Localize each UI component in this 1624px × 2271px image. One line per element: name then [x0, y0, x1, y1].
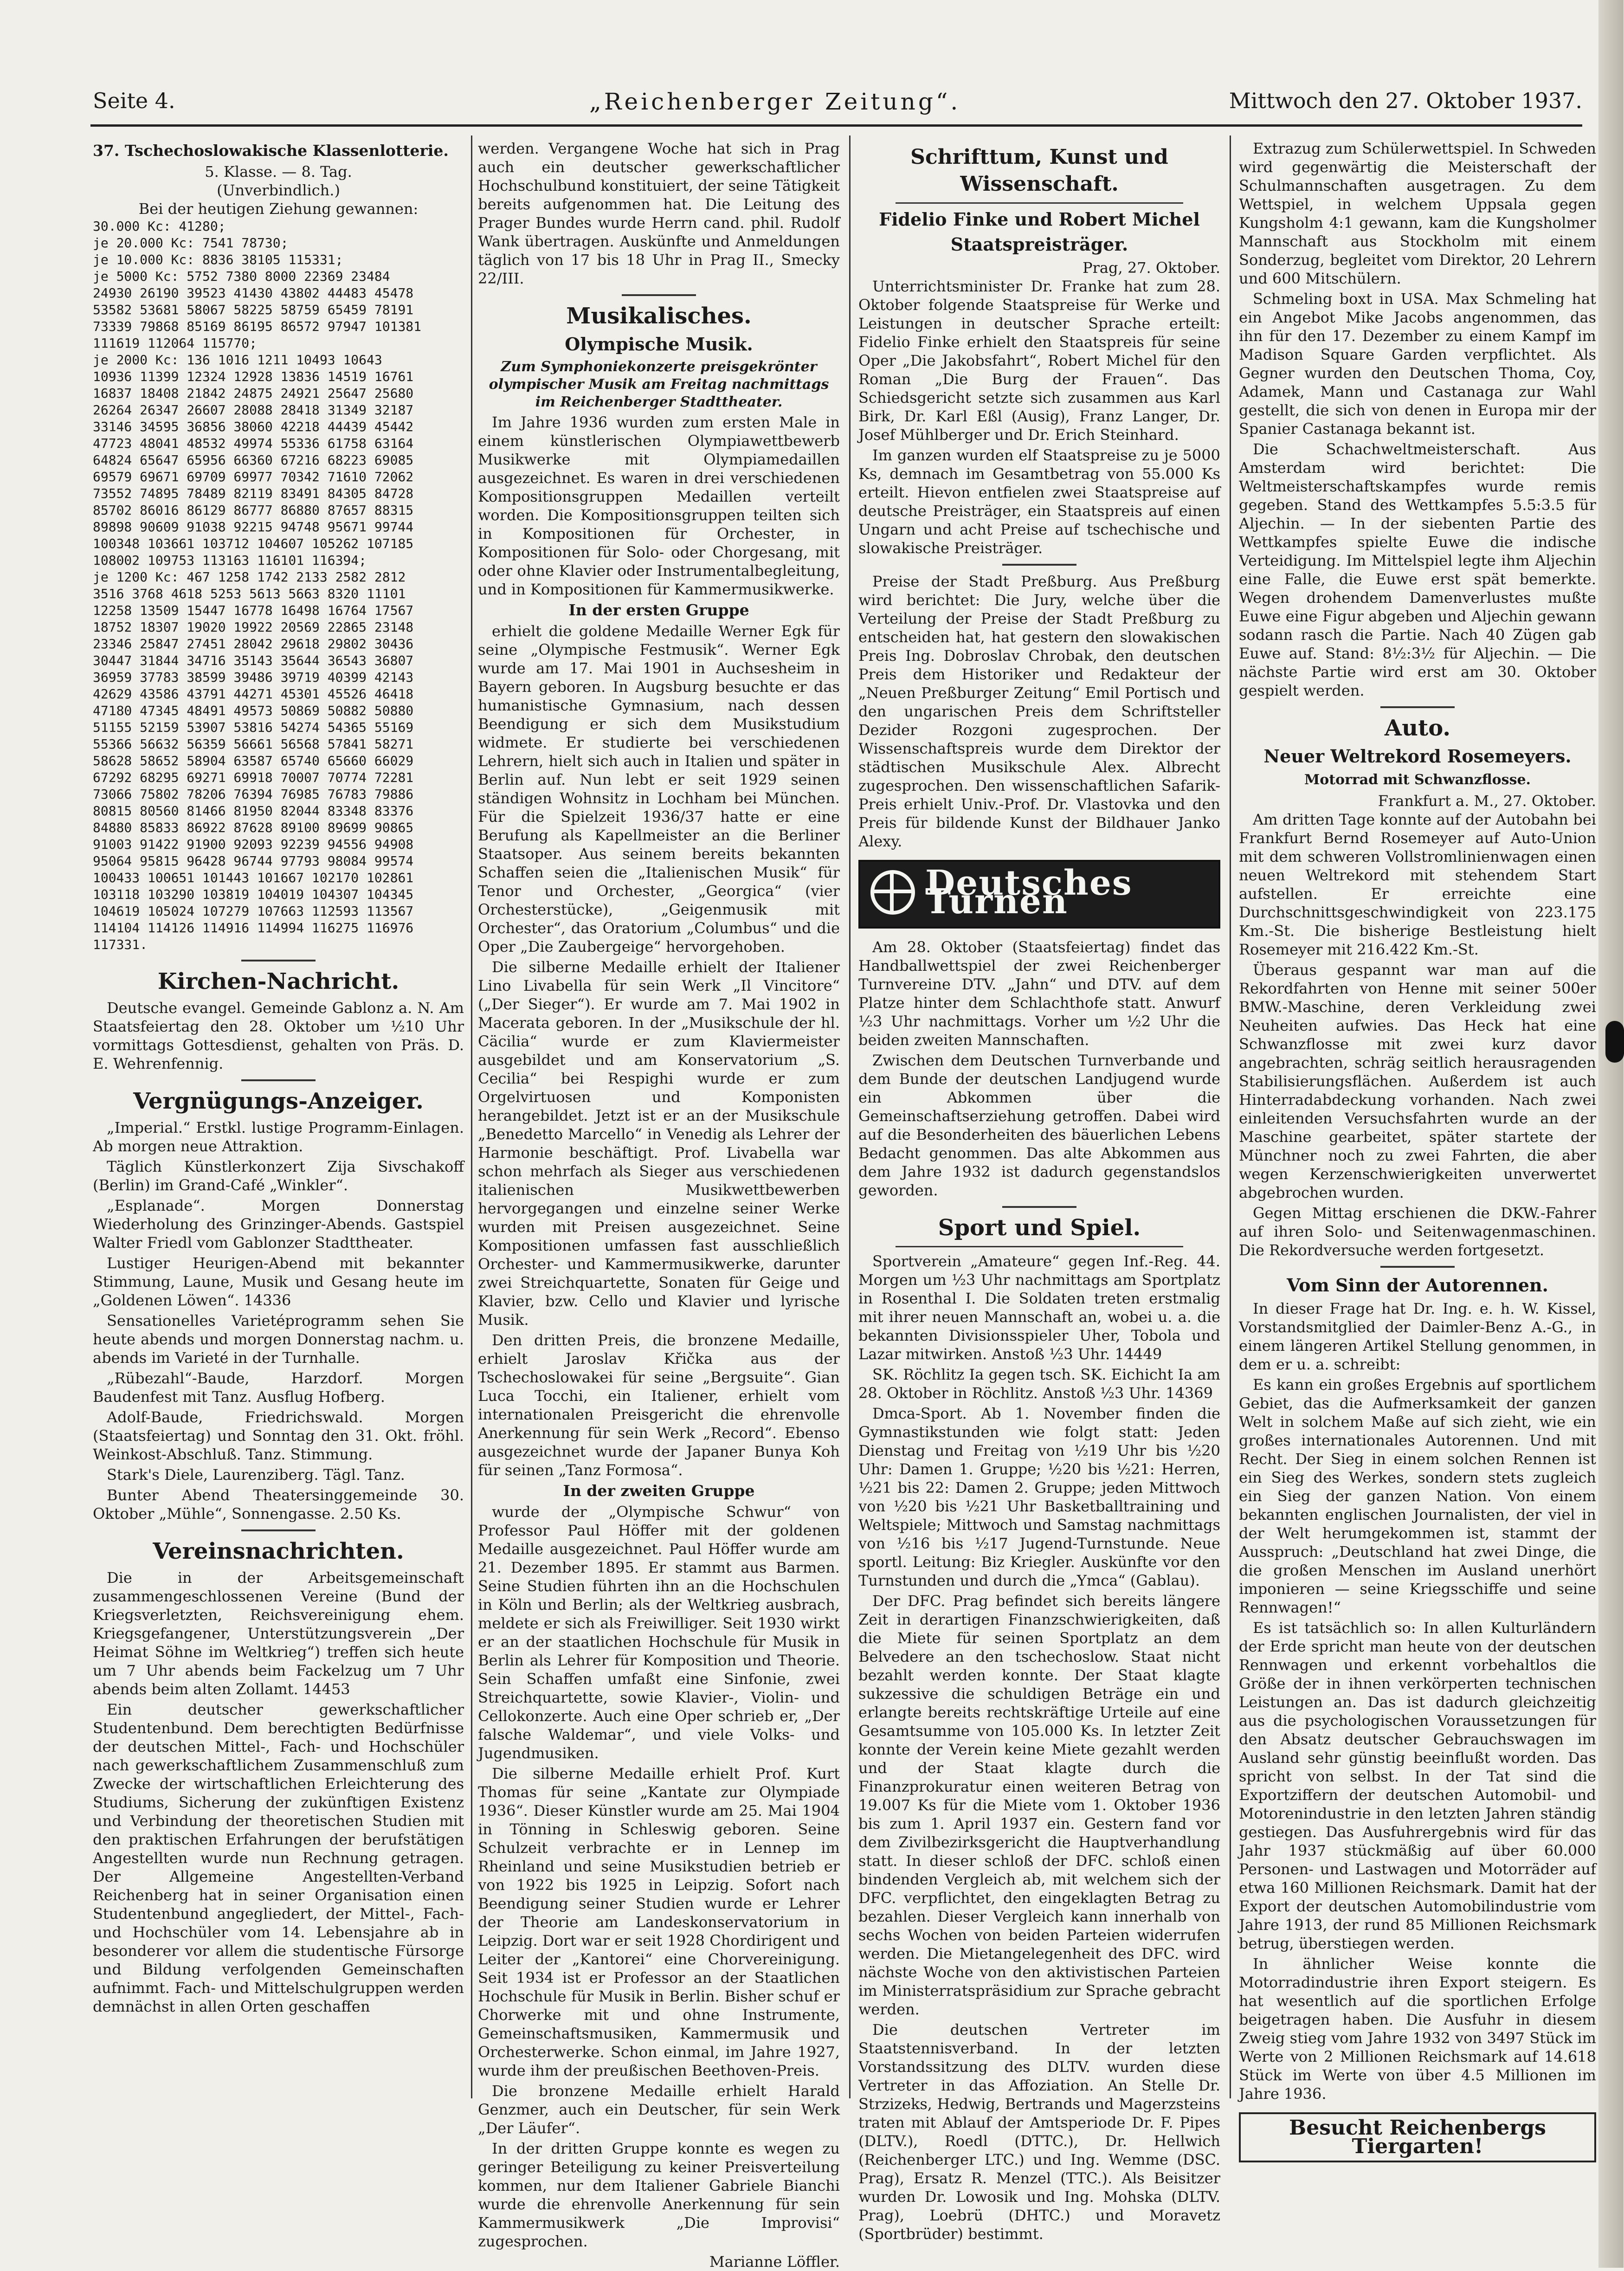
turnen-banner [858, 860, 1220, 929]
turnen-paragraph: Zwischen dem Deutschen Turnverbande und dem Bunde der deutschen Landjugend wurde ein Abkommen über die Gemeinschaftserziehung getroffen. Dabei wird auf die Besonderheiten des bäuerlichen Lebens Bedacht genommen. Das alte Abkommen aus dem Jahre 1932 ist dadurch gegenstandslos geworden. [858, 1052, 1220, 1199]
amusement-item: Lustiger Heurigen-Abend mit bekannter Stimmung, Laune, Musik und Gesang heute im „Goldenen Löwen“. 14336 [93, 1254, 464, 1309]
section-rule [622, 294, 696, 296]
music-paragraph: In der dritten Gruppe konnte es wegen zu geringer Beteiligung zu keiner Preisverteilung kommen, nur dem Italiener Gabriele Bianchi wurde die ehrenvolle Anerkennung für sein Kammermusikwerk „Die Improvisi“ zugesprochen. [478, 2140, 840, 2250]
literature-subheading: Fidelio Finke und Robert Michel [879, 209, 1200, 230]
lottery-number-line: 73066 75802 78206 76394 76985 76783 79886 [93, 787, 414, 802]
clubs-list [93, 1568, 464, 2016]
amusement-item: Sensationelles Varietéprogramm sehen Sie heute abends und morgen Donnerstag nachm. u. abends im Varieté in der Turnhalle. [93, 1312, 464, 1367]
literature-paragraph: Unterrichtsminister Dr. Franke hat zum 28. Oktober folgende Staatspreise für Werke und Leistungen in deutscher Sprache erteilt: Fidelio Finke erhielt den Staatspreis für seine Oper „Die Jakobsfahrt“, Robert Michel für den Roman „Die Burg der Frauen“. Das Schiedsgericht setzte sich zusammen aus Karl Birk, Dr. Karl Eßl (Ausig), Franz Langer, Dr. Josef Mühlberger und Dr. Erich Steinhard. [858, 277, 1220, 444]
races-paragraph: In dieser Frage hat Dr. Ing. e. h. W. Kissel, Vorstandsmitglied der Daimler-Benz A.-G., in einem längeren Artikel Stellung genommen, in dem er u. a. schreibt: [1239, 1300, 1596, 1373]
section-rule [1380, 706, 1455, 708]
lottery-number-line: 30.000 Kc: 41280; [93, 219, 226, 234]
turnen-paragraph: Am 28. Oktober (Staatsfeiertag) findet das Handballwettspiel der zwei Reichenberger Turnvereine DTV. „Jahn“ und DTV. auf dem Platze hinter dem Schlachthofe statt. Anwurf ½3 Uhr nachmittags. Vorher um ½2 Uhr die beiden zweiten Mannschaften. [858, 938, 1220, 1049]
auto-paragraph: Überaus gespannt war man auf die Rekordfahrten von Henne mit seiner 500er BMW.-Maschine, deren Verkleidung zwei Neuheiten aufwies. Das Heck hat eine Schwanzflosse mit zwei kurz davor angebrachten, schräg seitlich herausragenden Stabilisierungsflächen. Außerdem ist auch Hinterradabdeckung vorhanden. Nach zwei einleitenden Versuchsfahrten wurde an der Maschine gearbeitet, später startete der Münchner noch zu zwei Fahrten, die aber wegen Kerzenschwierigkeiten unverwertet abgebrochen wurden. [1239, 961, 1596, 1201]
lottery-number-line: 16837 18408 21842 24875 24921 25647 25680 [93, 386, 414, 401]
lottery-number-line: 108002 109753 113163 116101 116394; [93, 553, 367, 568]
amusement-item: „Esplanade“. Morgen Donnerstag Wiederholung des Grinzinger-Abends. Gastspiel Walter Friedl vom Gablonzer Stadttheater. [93, 1197, 464, 1252]
zoo-advertisement: Besucht Reichenbergs Tiergarten! [1239, 2112, 1596, 2162]
section-rule [241, 960, 316, 961]
sport-item: SK. Röchlitz Ia gegen tsch. SK. Eichicht Ia am 28. Oktober in Röchlitz. Anstoß ½3 Uhr. 14369 [858, 1366, 1220, 1402]
sport-heading: Sport und Spiel. [938, 1215, 1141, 1241]
lottery-number-line: je 2000 Kc: 136 1016 1211 10493 10643 [93, 352, 382, 368]
auto-dateline: Frankfurt a. M., 27. Oktober. [1378, 792, 1596, 810]
scan-edge [1598, 0, 1624, 2268]
lottery-number-line: je 20.000 Kc: 7541 78730; [93, 235, 289, 251]
section-rule [1002, 564, 1076, 566]
music-paragraph: Im Jahre 1936 wurden zum ersten Male in einem künstlerischen Olympiawettbewerb Musikwerke mit Olympiamedaillen ausgezeichnet. Es waren in drei verschiedenen Kompositionsgruppen Medaillen verteilt worden. Die Kompositionsgruppen teilten sich in Kompositionen für Orchester, in Kompositionen für Solo- oder Chorgesang, mit oder ohne Klavier oder Instrumentalbegleitung, und in Kompositionen für Kammermusikwerke. [478, 413, 840, 598]
clubs-heading: Vereinsnachrichten. [153, 1538, 404, 1564]
lottery-number-line: 10936 11399 12324 12928 13836 14519 16761 [93, 369, 414, 384]
auto-subheading: Neuer Weltrekord Rosemeyers. [1263, 746, 1572, 767]
section-rule [896, 1246, 1183, 1247]
sport-item: Der DFC. Prag befindet sich bereits längere Zeit in derartigen Finanzschwierigkeiten, daß die Miete für seinen Sportplatz an dem Belvedere an den tschechoslow. Staat nicht bezahlt werden konnte. Der Staat klagte sukzessive die schuldigen Beträge ein und erlangte bereits rechtskräftige Urteile auf eine Gesamtsumme von 105.000 Ks. In letzter Zeit konnte der Verein keine Miete gezahlt werden und der Staat klagte durch die Finanzprokuratur einen weiteren Betrag von 19.007 Ks für die Miete vom 1. Oktober 1936 bis zum 1. April 1937 ein. Gestern fand vor dem Zivilbezirksgericht die Hauptverhandlung statt. In dieser schloß der DFC. schloß einen bindenden Vergleich ab, mit welchem sich der DFC. verpflichtet, den eingeklagten Betrag zu bezahlen. Dieser Vergleich kann innerhalb von sechs Wochen von beiden Parteien widerrufen werden. Die Mietangelegenheit des DFC. wird nächste Woche von den aktivistischen Parteien im Ministerratspräsidium zur Sprache gebracht werden. [858, 1592, 1220, 2018]
section-rule [241, 1529, 316, 1531]
lottery-number-line: je 5000 Kc: 5752 7380 8000 22369 23484 [93, 269, 390, 284]
lottery-number-line: je 1200 Kc: 467 1258 1742 2133 2582 2812 [93, 569, 406, 585]
auto-heading: Auto. [1384, 715, 1451, 741]
column-divider [471, 135, 472, 2098]
article-author: Marianne Löffler. [709, 2253, 840, 2271]
races-paragraph: Es kann ein großes Ergebnis auf sportlichem Gebiet, das die Aufmerksamkeit der ganzen Welt in solchem Maße auf sich zieht, wie ein großes internationales Autorennen. Und mit Recht. Der Sieg in einem solchen Rennen ist ein Sieg des Werkes, sondern stets zugleich ein Sieg der ganzen Nation. Von einem bekannten englischen Journalisten, der viel in der Welt herumgekommen ist, stammt der Ausspruch: „Deutschland hat zwei Dinge, die die großen Menschen im Ausland unerhört imponieren — seine Kriegsschiffe und seine Rennwagen!“ [1239, 1376, 1596, 1616]
races-paragraph: In ähnlicher Weise konnte die Motorradindustrie ihren Export steigern. Es hat wesentlich auf die sportlichen Erfolge beigetragen haben. Die Ausfuhr in diesem Zweig stieg vom Jahre 1932 von 3497 Stück im Werte von 2 Millionen Reichsmark auf 14.618 Stück im Werte von über 4.5 Millionen im Jahre 1936. [1239, 1955, 1596, 2103]
literature-paragraph: Im ganzen wurden elf Staatspreise zu je 5000 Ks, demnach im Gesamtbetrag von 55.000 Ks erteilt. Hievon entfielen zwei Staatspreise auf deutsche Preisträger, ein Staatspreis auf einen Ungarn und acht Preise auf tschechische und slowakische Preisträger. [858, 446, 1220, 557]
ink-blot [1605, 1021, 1624, 1063]
issue-date: Mittwoch den 27. Oktober 1937. [1229, 88, 1582, 113]
races-paragraph: Es ist tatsächlich so: In allen Kulturländern der Erde spricht man heute von der deutschen Rennwagen und erkennt vorbehaltlos die Größe der in ihnen verkörperten technischen Leistungen an. Das ist dadurch gleichzeitig aus die psychologischen Voraussetzungen für den Absatz deutscher Gebrauchswagen im Ausland sehr günstig beeinflußt worden. Das spricht von selbst. In der Tat sind die Exportziffern der deutschen Automobil- und Motorenindustrie in den letzten Jahren ständig gestiegen. Das Ausfuhrergebnis wird für das Jahr 1937 stückmäßig auf über 60.000 Personen- und Lastwagen und Motorräder auf etwa 160 Millionen Reichsmark. Damit hat der Export der deutschen Automobilindustrie vom Jahre 1913, der rund 85 Millionen Reichsmark betrug, überstiegen werden. [1239, 1619, 1596, 1952]
lottery-number-line: 64824 65647 65956 66360 67216 68223 69085 [93, 452, 414, 468]
lottery-number-line: 24930 26190 39523 41430 43802 44483 45478 [93, 285, 414, 301]
header-rule [90, 124, 1582, 127]
lottery-number-line: 51155 52159 53907 53816 54274 54365 55169 [93, 720, 414, 735]
amusement-item: Stark's Diele, Laurenziberg. Tägl. Tanz. [107, 1466, 405, 1484]
lottery-number-line: 26264 26347 26607 28088 28418 31349 32187 [93, 402, 414, 418]
lottery-number-line: 18752 18307 19020 19922 20569 22865 23148 [93, 619, 414, 635]
lottery-number-line: 85702 86016 86129 86777 86880 87657 88315 [93, 503, 414, 518]
amusement-item: Adolf-Baude, Friedrichswald. Morgen (Staatsfeiertag) und Sonntag den 31. Okt. fröhl. Weinkost-Abschluß. Tanz. Stimmung. [93, 1408, 464, 1463]
music-heading: Musikalisches. [566, 303, 752, 329]
section-rule [1002, 1206, 1076, 1208]
lottery-intro: Bei der heutigen Ziehung gewannen: [138, 200, 419, 218]
church-heading: Kirchen-Nachricht. [157, 968, 400, 994]
lottery-number-line: 58628 58652 58904 63587 65740 65660 66029 [93, 753, 414, 768]
club-notice: Ein deutscher gewerkschaftlicher Studentenbund. Dem berechtigten Bedürfnisse der deutschen Mittel-, Fach- und Hochschüler nach gewerkschaftlichem Zusammenschluß zum Zwecke der wirtschaftlichen Erleichterung des Studiums, Sicherung der zukünftigen Existenz und Verbindung der theoretischen Studien mit den praktischen Erfahrungen der berufstätigen Angestellten wurde nun Rechnung getragen. Der Allgemeine Angestellten-Verband Reichenberg hat in seiner Organisation einen Studentenbund angegliedert, der Mittel-, Fach- und Hochschüler vom 14. Lebensjahre ab in besonderer vor allem die studentische Fürsorge und Bildung verfolgenden Gemeinschaften aufnimmt. Fach- und Mittelschulgruppen werden demnächst in allen Orten geschaffen [93, 1701, 464, 2015]
lottery-number-line: 12258 13509 15447 16778 16498 16764 17567 [93, 603, 414, 618]
auto-paragraph: Am dritten Tage konnte auf der Autobahn bei Frankfurt Bernd Rosemeyer auf Auto-Union mit dem schweren Vollstromlinienwagen einen neuen Weltrekord mit stehendem Start aufstellen. Er erreichte eine Durchschnittsgeschwindigkeit von 223.175 Km.-St. Die bisherige Bestleistung hielt Rosemeyer mit 216.422 Km.-St. [1239, 811, 1596, 958]
pressburg-paragraph: Preise der Stadt Preßburg. Aus Preßburg wird berichtet: Die Jury, welche über die Verteilung der Preise der Stadt Preßburg zu entscheiden hat, hat gestern den slowakischen Preis Ing. Dobroslav Chrobak, den deutschen Preis dem Historiker und Redakteur der „Neuen Preßburger Zeitung“ Emil Portisch und den ungarischen Preis dem Schriftsteller Dezider Rozgoni zugesprochen. Der Wissenschaftspreis wurde dem Direktor der städtischen Musikschule Alex. Albrecht zugesprochen. Den wissenschaftlichen Safarik-Preis erhielt Univ.-Prof. Dr. Vlastovka und den Preis für bildende Kunst der Bildhauer Janko Alexy. [858, 573, 1220, 850]
lottery-number-line: 80815 80560 81466 81950 82044 83348 83376 [93, 803, 414, 819]
club-notice: Die in der Arbeitsgemeinschaft zusammengeschlossenen Vereine (Bund der Kriegsverletzten, Reichsvereinigung ehem. Kriegsgefangener, Unterstützungsverein „Der Heimat Söhne im Weltkrieg“) treffen sich heute um 7 Uhr abends beim Fackelzug um 7 Uhr abends beim alten Zollamt. 14453 [93, 1569, 464, 1698]
section-rule [896, 202, 1183, 204]
column-2 [478, 139, 840, 2271]
column-divider [1230, 135, 1231, 2098]
amusement-heading: Vergnügungs-Anzeiger. [133, 1088, 424, 1114]
sport-note: Extrazug zum Schülerwettspiel. In Schweden wird gegenwärtig die Meisterschaft der Schulmannschaften ausgetragen. Zu dem Wettspiel, in welchem Uppsala gegen Kungsholm 4:1 gewann, kam die Kungsholmer Mannschaft aus Stockholm mit einem Sonderzug, begleitet vom Direktor, 20 Lehrern und 600 Mitschülern. [1239, 140, 1596, 287]
lottery-number-line: 47180 47345 48491 49573 50869 50882 50880 [93, 703, 414, 718]
races-heading: Vom Sinn der Autorennen. [1287, 1275, 1548, 1296]
auto-subheading-2: Motorrad mit Schwanzflosse. [1304, 772, 1531, 788]
lottery-number-line: 42629 43586 43791 44271 45301 45526 46418 [93, 686, 414, 702]
lottery-class: 5. Klasse. — 8. Tag. [205, 163, 352, 181]
lottery-note: (Unverbindlich.) [217, 181, 340, 199]
section-rule [241, 1079, 316, 1081]
lottery-number-line: 114104 114126 114916 114994 116275 116976 [93, 920, 414, 935]
music-subheading: Olympische Musik. [565, 334, 753, 355]
lottery-number-line: 67292 68295 69271 69918 70007 70774 72281 [93, 770, 414, 785]
lottery-number-line: 100433 100651 101443 101667 102170 102861 [93, 870, 414, 885]
newspaper-title: „Reichenberger Zeitung“. [589, 88, 961, 115]
lottery-number-line: 73552 74895 78489 82119 83491 84305 84728 [93, 486, 414, 501]
article-continuation: werden. Vergangene Woche hat sich in Prag auch ein deutscher gewerkschaftlicher Hochschulbund konstituiert, der seine Tätigkeit bereits aufgenommen hat. Die Leitung des Prager Bundes wurde Herrn cand. phil. Rudolf Wank übertragen. Auskünfte und Anmeldungen täglich von 17 bis 18 Uhr in Prag II., Smecky 22/III. [478, 140, 840, 287]
column-4 [1239, 139, 1596, 2158]
lottery-number-line: je 10.000 Kc: 8836 38105 115331; [93, 252, 343, 267]
lottery-number-line: 55366 56632 56359 56661 56568 57841 58271 [93, 736, 414, 752]
music-paragraph: wurde der „Olympische Schwur“ von Professor Paul Höffer mit der goldenen Medaille ausgezeichnet. Paul Höffer wurde am 21. Dezember 1895. Er stammt aus Barmen. Seine Studien führten ihn an die Hochschulen in Köln und Berlin; als der Weltkrieg ausbrach, meldete er sich als Freiwilliger. Seit 1930 wirkt er an der staatlichen Hochschule für Musik in Berlin als Lehrer für Komposition und Theorie. Sein Schaffen umfaßt eine Sinfonie, zwei Streichquartette, sowie Klavier-, Violin- und Cellokonzerte. Auch eine Oper schrieb er, „Der falsche Waldemar“, und viele Volks- und Jugendmusiken. [478, 1503, 840, 1762]
literature-heading: Schrifttum, Kunst und Wissenschaft. [910, 145, 1168, 196]
turner-cross-icon [870, 870, 915, 915]
lottery-title: 37. Tschechoslowakische Klassenlotterie. [93, 142, 449, 160]
section-rule [1380, 1266, 1455, 1268]
lottery-number-line: 117331. [93, 937, 148, 952]
amusement-item: „Rübezahl“-Baude, Harzdorf. Morgen Baudenfest mit Tanz. Ausflug Hofberg. [93, 1369, 464, 1406]
lottery-number-line: 91003 91422 91900 92093 92239 94556 94908 [93, 837, 414, 852]
banner-title: Deutsches Turnen [925, 863, 1133, 922]
music-paragraph: Den dritten Preis, die bronzene Medaille, erhielt Jaroslav Křička aus der Tschechoslowakei für seine „Bergsuite“. Gian Luca Tocchi, ein Italiener, erhielt vom internationalen Preisgericht die ehrenvolle Anerkennung für sein Werk „Record“. Ebenso ausgezeichnet wurde der Japaner Bunya Koh für seinen „Tanz Formosa“. [478, 1331, 840, 1479]
lottery-number-line: 95064 95815 96428 96744 97793 98084 99574 [93, 853, 414, 869]
amusement-item: Bunter Abend Theatersinggemeinde 30. Oktober „Mühle“, Sonnengasse. 2.50 Ks. [93, 1486, 464, 1523]
auto-paragraph: Gegen Mittag erschienen die DKW.-Fahrer auf ihren Solo- und Seitenwagenmaschinen. Die Rekordversuche werden fortgesetzt. [1239, 1204, 1596, 1259]
lottery-number-line: 84880 85833 86922 87628 89100 89699 90865 [93, 820, 414, 835]
lottery-number-line: 100348 103661 103712 104607 105262 107185 [93, 536, 414, 551]
lottery-number-line: 69579 69671 69709 69977 70342 71610 72062 [93, 469, 414, 484]
lottery-numbers [93, 218, 464, 953]
literature-subheading-2: Staatspreisträger. [950, 234, 1128, 255]
music-paragraph: erhielt die goldene Medaille Werner Egk für seine „Olympische Festmusik“. Werner Egk wurde am 17. Mai 1901 in Auchsesheim in Bayern geboren. In Augsburg besuchte er das humanistische Gymnasium, nach dessen Beendigung er sich dem Musikstudium widmete. Er studierte bei verschiedenen Lehrern, hielt sich auch in Italien und später in Berlin auf. Nun lebt er seit 1929 seinen ständigen Wohnsitz in Lochham bei München. Für die Spielzeit 1936/37 hatte er eine Berufung als Kapellmeister an die Berliner Staatsoper. Aus seinem bereits bekannten Schaffen seien die „Italienischen Musik“ für Tenor und Orchester, „Georgica“ (vier Orchesterstücke), „Geigenmusik mit Orchester“, das Oratorium „Columbus“ und die Oper „Die Zaubergeige“ hervorgehoben. [478, 622, 840, 955]
lottery-number-line: 73339 79868 85169 86195 86572 97947 101381 [93, 319, 422, 334]
sport-note: Schmeling boxt in USA. Max Schmeling hat ein Angebot Mike Jacobs angenommen, das ihn für den 17. Dezember zu einem Kampf im Madison Square Garden verpflichtet. Als Gegner wurden den Deutschen Thoma, Coy, Adamek, Mann und Castanaga zur Wahl gestellt, die sich von denen in Europa mir der Spanier Castanaga bekannt ist. [1239, 290, 1596, 438]
lottery-number-line: 103118 103290 103819 104019 104307 104345 [93, 887, 414, 902]
group-heading: In der zweiten Gruppe [563, 1482, 755, 1500]
lottery-number-line: 53582 53681 58067 58225 58759 65459 78191 [93, 302, 414, 317]
amusement-item: „Imperial.“ Erstkl. lustige Programm-Einlagen. Ab morgen neue Attraktion. [93, 1119, 464, 1155]
literature-dateline: Prag, 27. Oktober. [1083, 259, 1220, 277]
column-1 [93, 139, 464, 2102]
sport-item: Dmca-Sport. Ab 1. November finden die Gymnastikstunden wie folgt statt: Jeden Dienstag und Freitag von ½19 Uhr bis ½20 Uhr: Damen 1. Gruppe; ½20 bis ½21: Herren, ½21 bis 22: Damen 2. Gruppe; jeden Mittwoch von ½20 bis ½21 Uhr Basketballtraining und Weltspiele; Mittwoch und Samstag nachmittags von ½16 bis ½17 Jugend-Turnstunde. Neue sportl. Leitung: Biz Kriegler. Auskünfte vor den Turnstunden und durch die „Ymca“ (Gablau). [858, 1405, 1220, 1589]
column-3 [858, 139, 1220, 2243]
music-paragraph: Die bronzene Medaille erhielt Harald Genzmer, auch ein Deutscher, für sein Werk „Der Läufer“. [478, 2082, 840, 2137]
sport-item: Die deutschen Vertreter im Staatstennisverband. In der letzten Vorstandssitzung des DLTV. wurden diese Vertreter in das Affoziation. An Stelle Dr. Strzizeks, Hedwig, Bertrands und Magerzsteins traten mit Ablauf der Amtsperiode Dr. F. Pipes (DLTV.), Roedl (DTTC.), Dr. Hellwich (Reichenberger LTC.) und Ing. Wemme (DSC. Prag), Ersatz R. Menzel (TTC.). Als Beisitzer wurden Dr. Lowosik und Ing. Mohska (DLTV. Prag), Loebrü (DHTC.) und Moravetz (Sportbrüder) bestimmt. [858, 2021, 1220, 2243]
group-heading: In der ersten Gruppe [568, 601, 749, 619]
lottery-number-line: 30447 31844 34716 35143 35644 36543 36807 [93, 653, 414, 668]
lottery-number-line: 36959 37783 38599 39486 39719 40399 42143 [93, 670, 414, 685]
amusement-item: Täglich Künstlerkonzert Zija Sivschakoff (Berlin) im Grand-Café „Winkler“. [93, 1158, 464, 1194]
music-lead: Zum Symphoniekonzerte preisgekrönter olympischer Musik am Freitag nachmittags im Reichenberger Stadttheater. [489, 359, 829, 410]
amusement-list [93, 1118, 464, 1523]
sport-note: Die Schachweltmeisterschaft. Aus Amsterdam wird berichtet: Die Weltmeisterschaftskampfes wurde remis gegeben. Stand des Wettkampfes 5.5:3.5 für Aljechin. — In der siebenten Partie des Wettkampfes spielte Euwe die indische Verteidigung. Im Mittelspiel legte ihm Aljechin eine Falle, die Euwe erst spät bemerkte. Wegen drohendem Damenverlustes mußte Euwe eine Figur abgeben und Aljechin gewann sodann rasch die Partie. Nach 40 Zügen gab Euwe auf. Stand: 8½:3½ für Aljechin. — Die nächste Partie wird erst am 30. Oktober gespielt werden. [1239, 440, 1596, 699]
lottery-number-line: 89898 90609 91038 92215 94748 95671 99744 [93, 519, 414, 535]
column-divider [849, 135, 851, 2098]
lottery-number-line: 111619 112064 115770; [93, 335, 258, 351]
music-paragraph: Die silberne Medaille erhielt Prof. Kurt Thomas für seine „Kantate zur Olympiade 1936“. Dieser Künstler wurde am 25. Mai 1904 in Tönning in Schleswig geboren. Seine Schulzeit verbrachte er in Lennep im Rheinland und seine Musikstudien betrieb er von 1922 bis 1925 in Leipzig. Sofort nach Beendigung seiner Studien wurde er Lehrer der Theorie am Landeskonservatorium in Leipzig. Dort war er seit 1928 Chordirigent und Leiter der „Kantorei“ eine Chorvereinigung. Seit 1934 ist er Professor an der Staatlichen Hochschule für Musik in Berlin. Bisher schuf er Chorwerke mit und ohne Instrumente, Gemeinschaftsmusiken, Kammermusik und Orchesterwerke. Schon einmal, im Jahre 1927, wurde ihm der preußischen Beethoven-Preis. [478, 1765, 840, 2079]
lottery-number-line: 23346 25847 27451 28042 29618 29802 30436 [93, 636, 414, 652]
lottery-number-line: 3516 3768 4618 5253 5613 5663 8320 11101 [93, 586, 406, 601]
church-notice: Deutsche evangel. Gemeinde Gablonz a. N. Am Staatsfeiertag den 28. Oktober um ½10 Uhr vormittags Gottesdienst, gehalten von Präs. D. E. Wehrenfennig. [93, 999, 464, 1072]
lottery-number-line: 104619 105024 107279 107663 112593 113567 [93, 903, 414, 919]
sport-list [858, 1252, 1220, 2243]
music-paragraph: Die silberne Medaille erhielt der Italiener Lino Livabella für sein Werk „Il Vincitore“ („Der Sieger“). Er wurde am 7. Mai 1902 in Macerata geboren. In der „Musikschule der hl. Cäcilia“ wurde er zum Klaviermeister ausgebildet und am Konservatorium „S. Cecilia“ bei Respighi wurde er zum Orgelvirtuosen und Komponisten herangebildet. Jetzt ist er an der Musikschule „Benedetto Marcello“ in Venedig als Lehrer der Harmonie beschäftigt. Prof. Livabella war schon mehrfach als Sieger aus verschiedenen italienischen Musikwettbewerben hervorgegangen und einzelne seiner Werke wurden mit Preisen ausgezeichnet. Seine Kompositionen umfassen fast ausschließlich Orchester- und Kammermusikwerke, darunter zwei Streichquartette, Sonaten für Geige und Klavier, bzw. Cello und Klavier und lyrische Musik. [478, 958, 840, 1329]
page-header [93, 88, 1582, 121]
page-number: Seite 4. [93, 88, 175, 113]
lottery-number-line: 33146 34595 36856 38060 42218 44439 45442 [93, 419, 414, 434]
sport-notes [1239, 139, 1596, 700]
sport-item: Sportverein „Amateure“ gegen Inf.-Reg. 44. Morgen um ½3 Uhr nachmittags am Sportplatz in Rosenthal I. Die Soldaten treten erstmalig mit ihrer neuen Mannschaft an, wobei u. a. die bekannten Divisionsspieler Uher, Tobola und Lazar mitwirken. Anstoß ½3 Uhr. 14449 [858, 1252, 1220, 1363]
lottery-number-line: 47723 48041 48532 49974 55336 61758 63164 [93, 436, 414, 451]
